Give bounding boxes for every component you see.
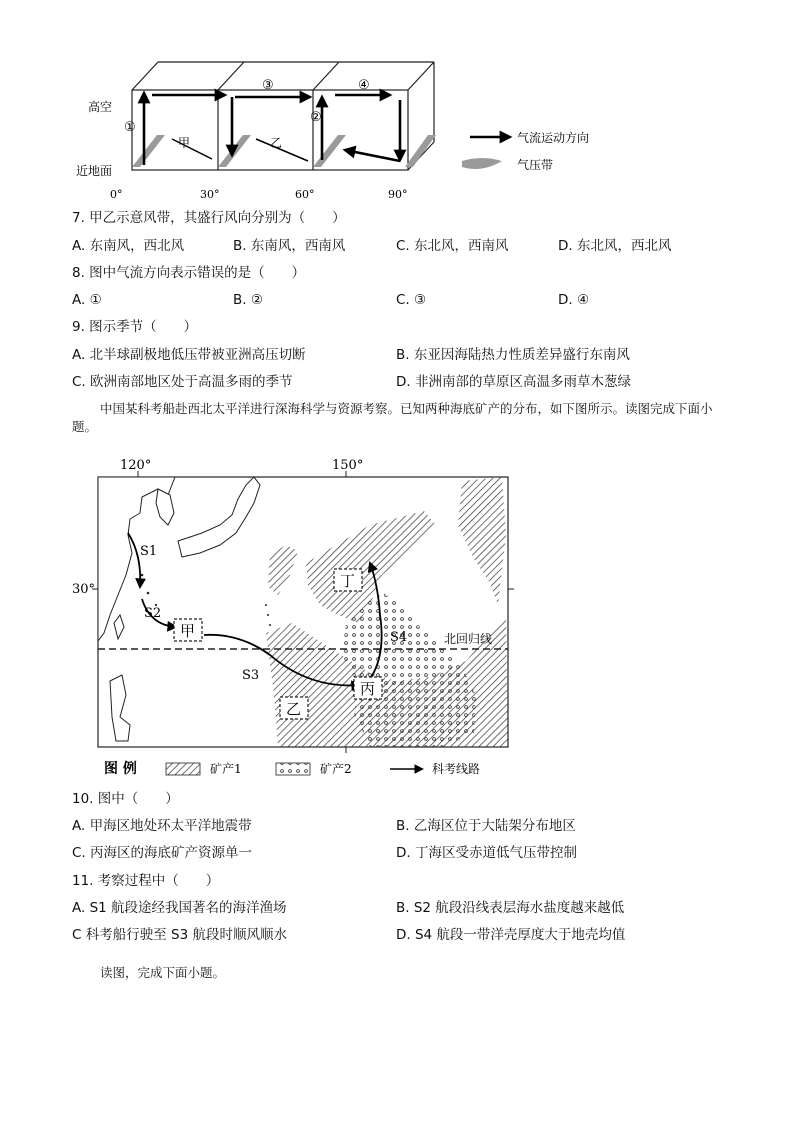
legend-title: 图 例	[104, 761, 137, 777]
legend-pressure-belt: 气压带	[517, 158, 554, 172]
circle-1: ①	[124, 120, 136, 135]
route-label-s4: S4	[390, 630, 408, 645]
passage-read-figure: 读图，完成下面小题。	[100, 965, 226, 980]
tick-90: 90°	[388, 188, 408, 201]
zone-yi: 乙	[270, 136, 283, 150]
legend-mineral2: 矿产2	[320, 762, 352, 776]
pacific-map	[70, 455, 530, 785]
pressure-belt	[132, 135, 165, 167]
q9-option-b[interactable]: B. 东亚因海陆热力性质差异盛行东南风	[396, 347, 630, 363]
q10-option-d[interactable]: D. 丁海区受赤道低气压带控制	[396, 845, 577, 861]
sea-jia: 甲	[180, 622, 196, 640]
q7-option-a[interactable]: A. 东南风，西北风	[72, 238, 185, 254]
tick-0: 0°	[110, 188, 123, 201]
question-8-stem: 8. 图中气流方向表示错误的是（ ）	[72, 265, 306, 281]
legend-airflow: 气流运动方向	[517, 131, 590, 145]
q8-option-b[interactable]: B. ②	[233, 292, 263, 308]
question-9-stem: 9. 图示季节（ ）	[72, 319, 198, 335]
q11-option-c[interactable]: C 科考船行驶至 S3 航段时顺风顺水	[72, 927, 287, 943]
route-label-s2: S2	[144, 606, 162, 621]
q9-option-d[interactable]: D. 非洲南部的草原区高温多雨草木葱绿	[396, 374, 631, 390]
question-11-stem: 11. 考察过程中（ ）	[72, 873, 220, 889]
q10-option-a[interactable]: A. 甲海区地处环太平洋地震带	[72, 818, 252, 834]
q8-option-d[interactable]: D. ④	[558, 292, 590, 308]
q9-option-a[interactable]: A. 北半球副极地低压带被亚洲高压切断	[72, 347, 306, 363]
legend-mineral1-swatch	[166, 763, 200, 775]
pressure-belt	[405, 135, 436, 167]
circulation-diagram	[70, 55, 610, 205]
sea-bing: 丙	[360, 680, 376, 698]
tick-30: 30°	[200, 188, 220, 201]
tick-60: 60°	[295, 188, 315, 201]
route-label-s3: S3	[242, 668, 260, 683]
circle-4: ④	[358, 78, 370, 93]
question-10-stem: 10. 图中（ ）	[72, 791, 179, 807]
q7-option-c[interactable]: C. 东北风，西南风	[396, 238, 509, 254]
q8-option-a[interactable]: A. ①	[72, 292, 102, 308]
q8-option-c[interactable]: C. ③	[396, 292, 427, 308]
q11-option-a[interactable]: A. S1 航段途经我国著名的海洋渔场	[72, 900, 287, 916]
question-7-stem: 7. 甲乙示意风带，其盛行风向分别为（ ）	[72, 210, 346, 226]
zone-jia: 甲	[178, 136, 191, 150]
label-high-altitude: 高空	[88, 100, 113, 114]
circle-3: ③	[262, 78, 274, 93]
lon-150: 150°	[332, 458, 364, 473]
passage-intro: 中国某科考船赴西北太平洋进行深海科学与资源考察。已知两种海底矿产的分布，如下图所示。读图完成下面小题。	[72, 401, 713, 434]
q10-option-b[interactable]: B. 乙海区位于大陆架分布地区	[396, 818, 576, 834]
q10-option-c[interactable]: C. 丙海区的海底矿产资源单一	[72, 845, 253, 861]
legend-mineral2-swatch	[276, 763, 310, 775]
q7-option-d[interactable]: D. 东北风，西北风	[558, 238, 672, 254]
q9-option-c[interactable]: C. 欧洲南部地区处于高温多雨的季节	[72, 374, 293, 390]
pressure-belt	[313, 135, 346, 167]
q7-option-b[interactable]: B. 东南风，西南风	[233, 238, 346, 254]
legend-route: 科考线路	[432, 762, 481, 776]
legend-pressure-swatch	[462, 158, 502, 169]
sea-ding: 丁	[340, 572, 356, 590]
q11-option-b[interactable]: B. S2 航段沿线表层海水盐度越来越低	[396, 900, 625, 916]
circle-2: ②	[310, 110, 322, 125]
lon-120: 120°	[120, 458, 152, 473]
lat-30: 30°	[72, 582, 96, 597]
arrow-surface-back	[345, 150, 400, 161]
legend-mineral1: 矿产1	[210, 762, 242, 776]
label-near-surface: 近地面	[76, 164, 113, 178]
sea-yi: 乙	[286, 700, 302, 718]
q11-option-d[interactable]: D. S4 航段一带洋壳厚度大于地壳均值	[396, 927, 626, 943]
pressure-belt	[218, 135, 251, 167]
tropic-label: 北回归线	[444, 632, 493, 646]
route-label-s1: S1	[140, 544, 158, 559]
